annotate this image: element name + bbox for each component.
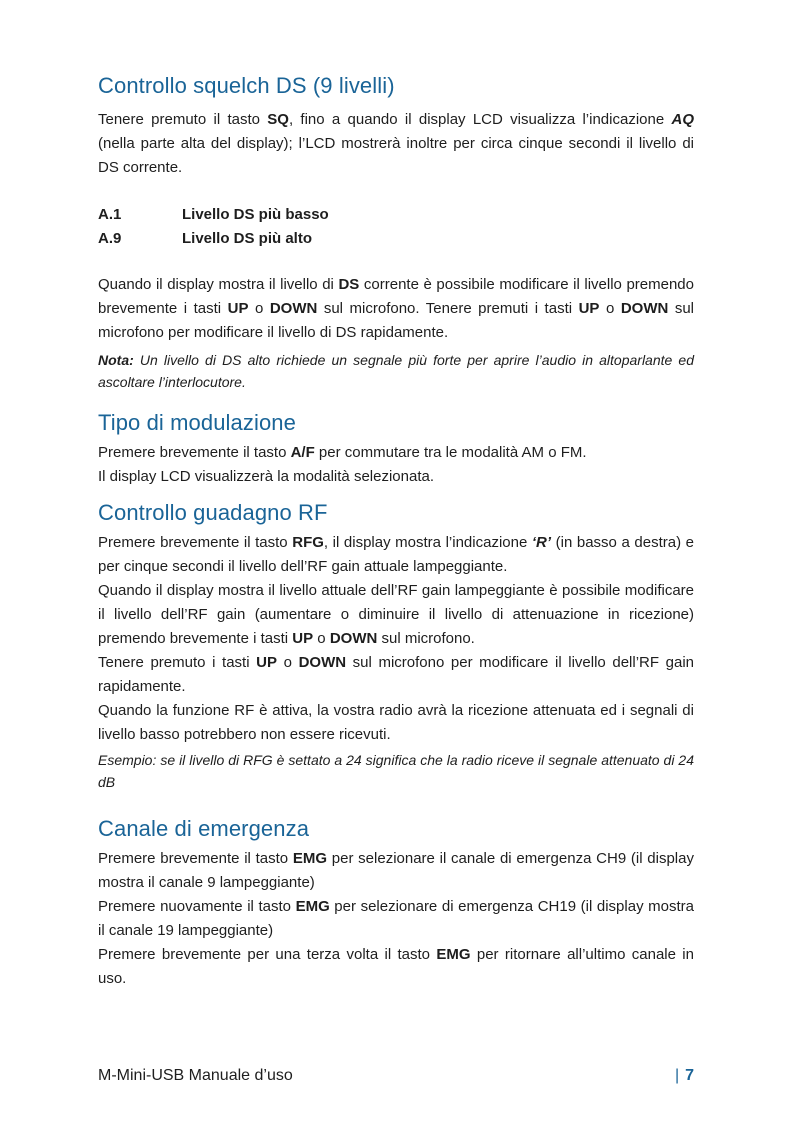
page-content	[98, 72, 694, 991]
heading-emergency: Canale di emergenza	[98, 816, 310, 841]
paragraph-modulation: Premere brevemente il tasto A/F per commutare tra le modalità AM o FM. Il display LCD visualizzerà la modalità selezionata.	[98, 444, 587, 485]
paragraph-rf-adjust: Quando il display mostra il livello attuale dell’RF gain lampeggiante è possibile modificare il livello dell’RF gain (aumentare o diminuire il livello di attenuazione in ricezione) premendo brevemente i tasti UP o DOWN sul microfono.	[98, 582, 694, 647]
ds-level-row	[98, 227, 694, 251]
ds-level-label: Livello DS più alto	[182, 230, 313, 247]
key-af: A/F	[290, 444, 315, 461]
paragraph-rf-intro: Premere brevemente il tasto RFG, il display mostra l’indicazione ‘R’ (in basso a destra) e per cinque secondi il livello dell’RF gain attuale lampeggiante.	[98, 534, 694, 575]
ds-levels-list	[98, 203, 694, 251]
page-number-block	[675, 1065, 694, 1087]
key-rfg: RFG	[292, 534, 324, 551]
note-ds: Nota: Un livello di DS alto richiede un segnale più forte per aprire l’audio in altoparlante ed ascoltare l’interlocutore.	[98, 352, 694, 390]
key-sq: SQ	[267, 111, 289, 128]
paragraph-emg-1: Premere brevemente il tasto EMG per selezionare il canale di emergenza CH9 (il display mostra il canale 9 lampeggiante)	[98, 850, 694, 891]
paragraph-emg-3: Premere brevemente per una terza volta il tasto EMG per ritornare all’ultimo canale in uso.	[98, 946, 694, 987]
footer-title: M-Mini-USB Manuale d’uso	[98, 1067, 293, 1084]
ds-level-code: A.9	[98, 230, 122, 247]
ds-level-label: Livello DS più basso	[182, 206, 329, 223]
key-emg: EMG	[292, 850, 328, 867]
heading-rf-gain: Controllo guadagno RF	[98, 500, 328, 525]
indicator-r: ‘R’	[531, 534, 552, 551]
paragraph-squelch-intro: Tenere premuto il tasto SQ, fino a quando il display LCD visualizza l’indicazione AQ (nella parte alta del display); l’LCD mostrerà inoltre per circa cinque secondi il livello di DS corrente.	[98, 111, 694, 176]
paragraph-rf-fast: Tenere premuto i tasti UP o DOWN sul microfono per modificare il livello dell’RF gain rapidamente.	[98, 654, 695, 695]
paragraph-ds-adjust: Quando il display mostra il livello di DS corrente è possibile modificare il livello premendo brevemente i tasti UP o DOWN sul microfono. Tenere premuti i tasti UP o DOWN sul microfono per modificare il livello di DS rapidamente.	[98, 276, 695, 341]
page-footer	[98, 1065, 694, 1087]
indicator-aq: AQ	[671, 111, 694, 128]
ds-level-row	[98, 203, 694, 227]
paragraph-rf-active: Quando la funzione RF è attiva, la vostra radio avrà la ricezione attenuata ed i segnali di livello basso potrebbero non essere ricevuti.	[98, 702, 694, 743]
ds-level-code: A.1	[98, 206, 122, 223]
example-rf: Esempio: se il livello di RFG è settato a 24 significa che la radio riceve il segnale attenuato di 24 dB	[98, 752, 694, 790]
note-label: Nota:	[98, 352, 134, 368]
heading-squelch-ds: Controllo squelch DS (9 livelli)	[98, 73, 395, 98]
paragraph-emg-2: Premere nuovamente il tasto EMG per selezionare di emergenza CH19 (il display mostra il canale 19 lampeggiante)	[98, 898, 694, 939]
heading-modulation: Tipo di modulazione	[98, 410, 296, 435]
page-number: 7	[685, 1067, 694, 1084]
page-number-divider: |	[674, 1067, 680, 1084]
